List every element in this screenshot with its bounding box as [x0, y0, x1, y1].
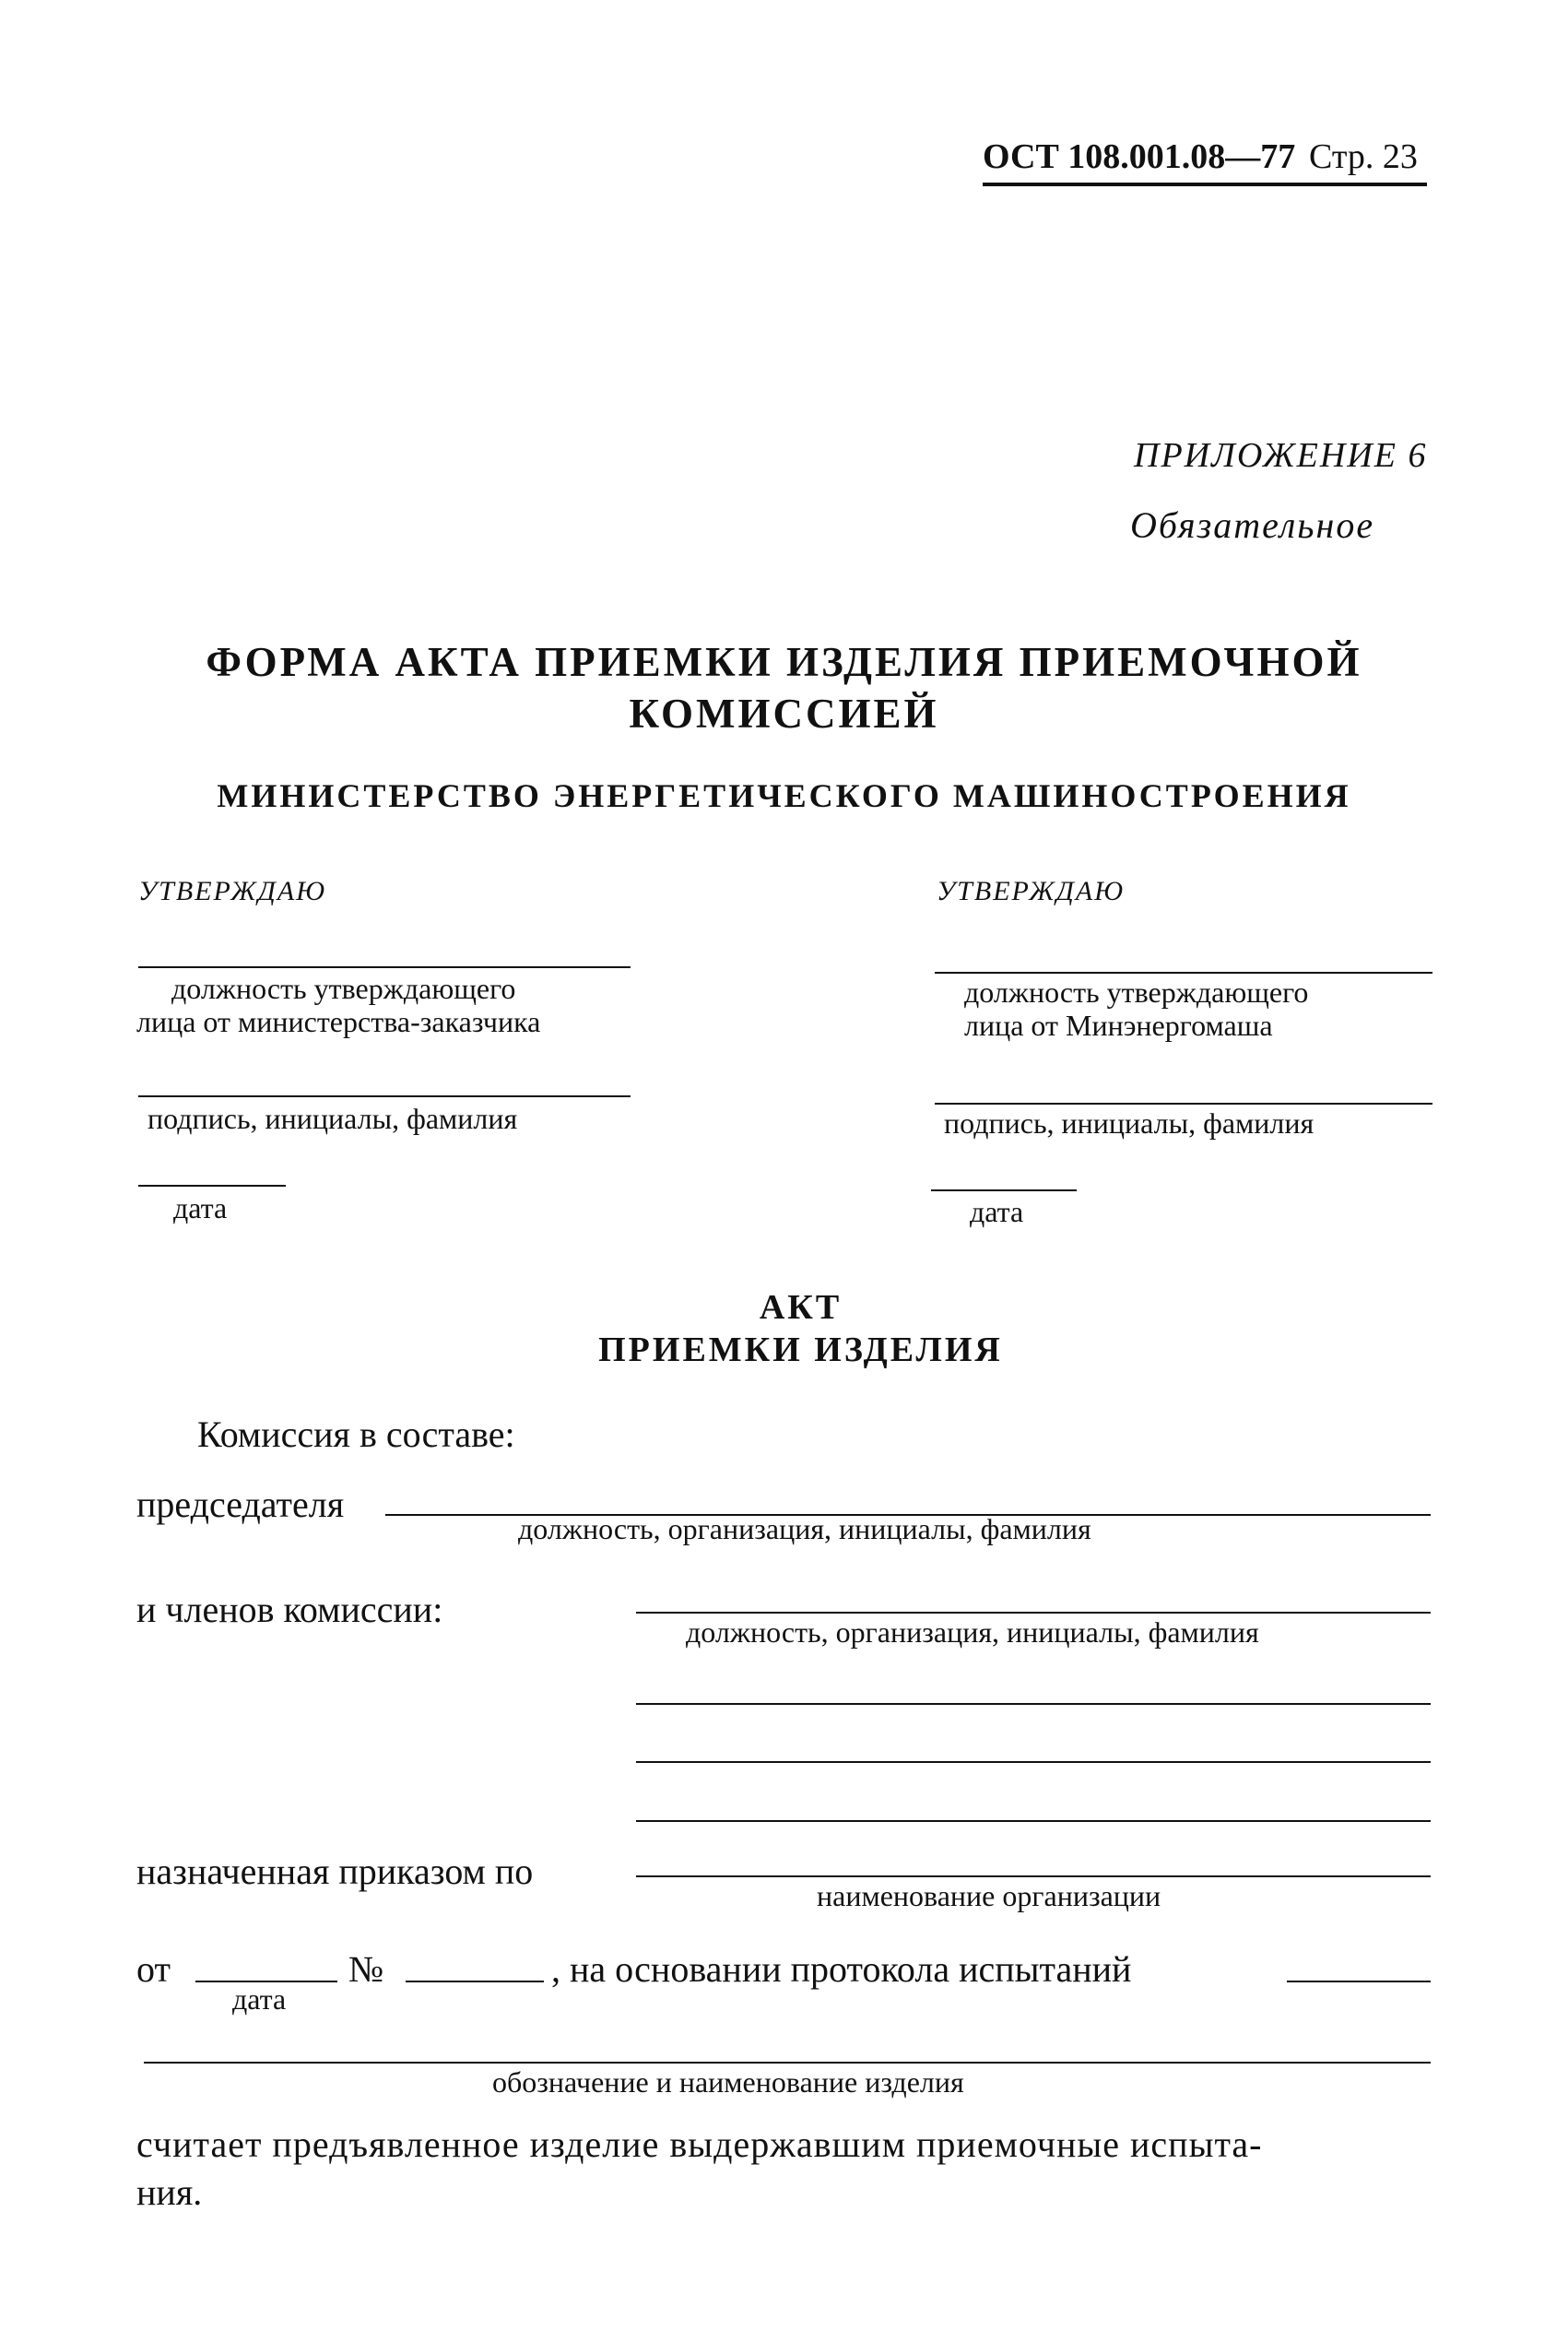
- number-sign: №: [348, 1948, 384, 1990]
- approve-right-date: дата: [970, 1195, 1024, 1228]
- number-line: [406, 1981, 544, 1982]
- approve-right-signature-line: [935, 1103, 1432, 1105]
- from-label: от: [136, 1948, 171, 1990]
- approve-left-signature-line: [138, 1095, 631, 1097]
- approve-left-signature: подпись, инициалы, фамилия: [147, 1102, 518, 1135]
- from-date-caption: дата: [232, 1982, 287, 2016]
- members-line-4: [636, 1820, 1431, 1822]
- appointed-line: [636, 1875, 1431, 1877]
- members-caption: должность, организация, инициалы, фамилия: [686, 1615, 1259, 1649]
- appendix-status: Обязательное: [1130, 504, 1375, 546]
- members-line-1: [636, 1612, 1431, 1614]
- approve-right-position-2: лица от Минэнергомаша: [964, 1009, 1273, 1042]
- conclusion-line-2: ния.: [136, 2171, 203, 2213]
- chairman-caption: должность, организация, инициалы, фамилия: [518, 1512, 1091, 1545]
- approve-left-position-2: лица от министерства-заказчика: [136, 1005, 541, 1038]
- act-title-line2: ПРИЕМКИ ИЗДЕЛИЯ: [598, 1331, 1003, 1369]
- page-number: Стр. 23: [1309, 137, 1418, 176]
- form-title-line2: КОМИССИЕЙ: [629, 691, 939, 737]
- approve-right-position-1: должность утверждающего: [964, 976, 1309, 1009]
- protocol-line: [1287, 1981, 1431, 1982]
- approve-left-heading: УТВЕРЖДАЮ: [138, 876, 327, 906]
- approve-right-signature: подпись, инициалы, фамилия: [944, 1106, 1315, 1140]
- protocol-label: , на основании протокола испытаний: [551, 1948, 1132, 1990]
- appointed-caption: наименование организации: [817, 1879, 1161, 1912]
- members-label: и членов комиссии:: [136, 1589, 443, 1630]
- approve-right-heading: УТВЕРЖДАЮ: [937, 876, 1126, 906]
- ministry-name: МИНИСТЕРСТВО ЭНЕРГЕТИЧЕСКОГО МАШИНОСТРОЕНИЯ: [217, 777, 1351, 814]
- approve-left-position-line: [138, 966, 631, 968]
- header-underline: [983, 183, 1427, 186]
- chairman-label: председателя: [136, 1484, 345, 1525]
- form-title-line1: ФОРМА АКТА ПРИЕМКИ ИЗДЕЛИЯ ПРИЕМОЧНОЙ: [206, 639, 1362, 685]
- approve-right-position-line: [935, 972, 1432, 974]
- members-line-2: [636, 1703, 1431, 1705]
- appendix-label: ПРИЛОЖЕНИЕ 6: [1134, 436, 1428, 475]
- members-line-3: [636, 1761, 1431, 1763]
- appointed-label: назначенная приказом по: [136, 1851, 534, 1892]
- document-code: ОСТ 108.001.08—77: [983, 137, 1296, 176]
- approve-left-position-1: должность утверждающего: [171, 972, 516, 1005]
- approve-right-date-line: [931, 1189, 1077, 1191]
- approve-left-date-line: [138, 1185, 286, 1187]
- product-line: [144, 2062, 1431, 2064]
- commission-label: Комиссия в составе:: [197, 1413, 515, 1455]
- approve-left-date: дата: [173, 1191, 228, 1224]
- conclusion-line-1: считает предъявленное изделие выдержавшим приемочные испыта-: [136, 2123, 1263, 2165]
- product-caption: обозначение и наименование изделия: [492, 2065, 964, 2099]
- act-title-line1: АКТ: [759, 1288, 843, 1327]
